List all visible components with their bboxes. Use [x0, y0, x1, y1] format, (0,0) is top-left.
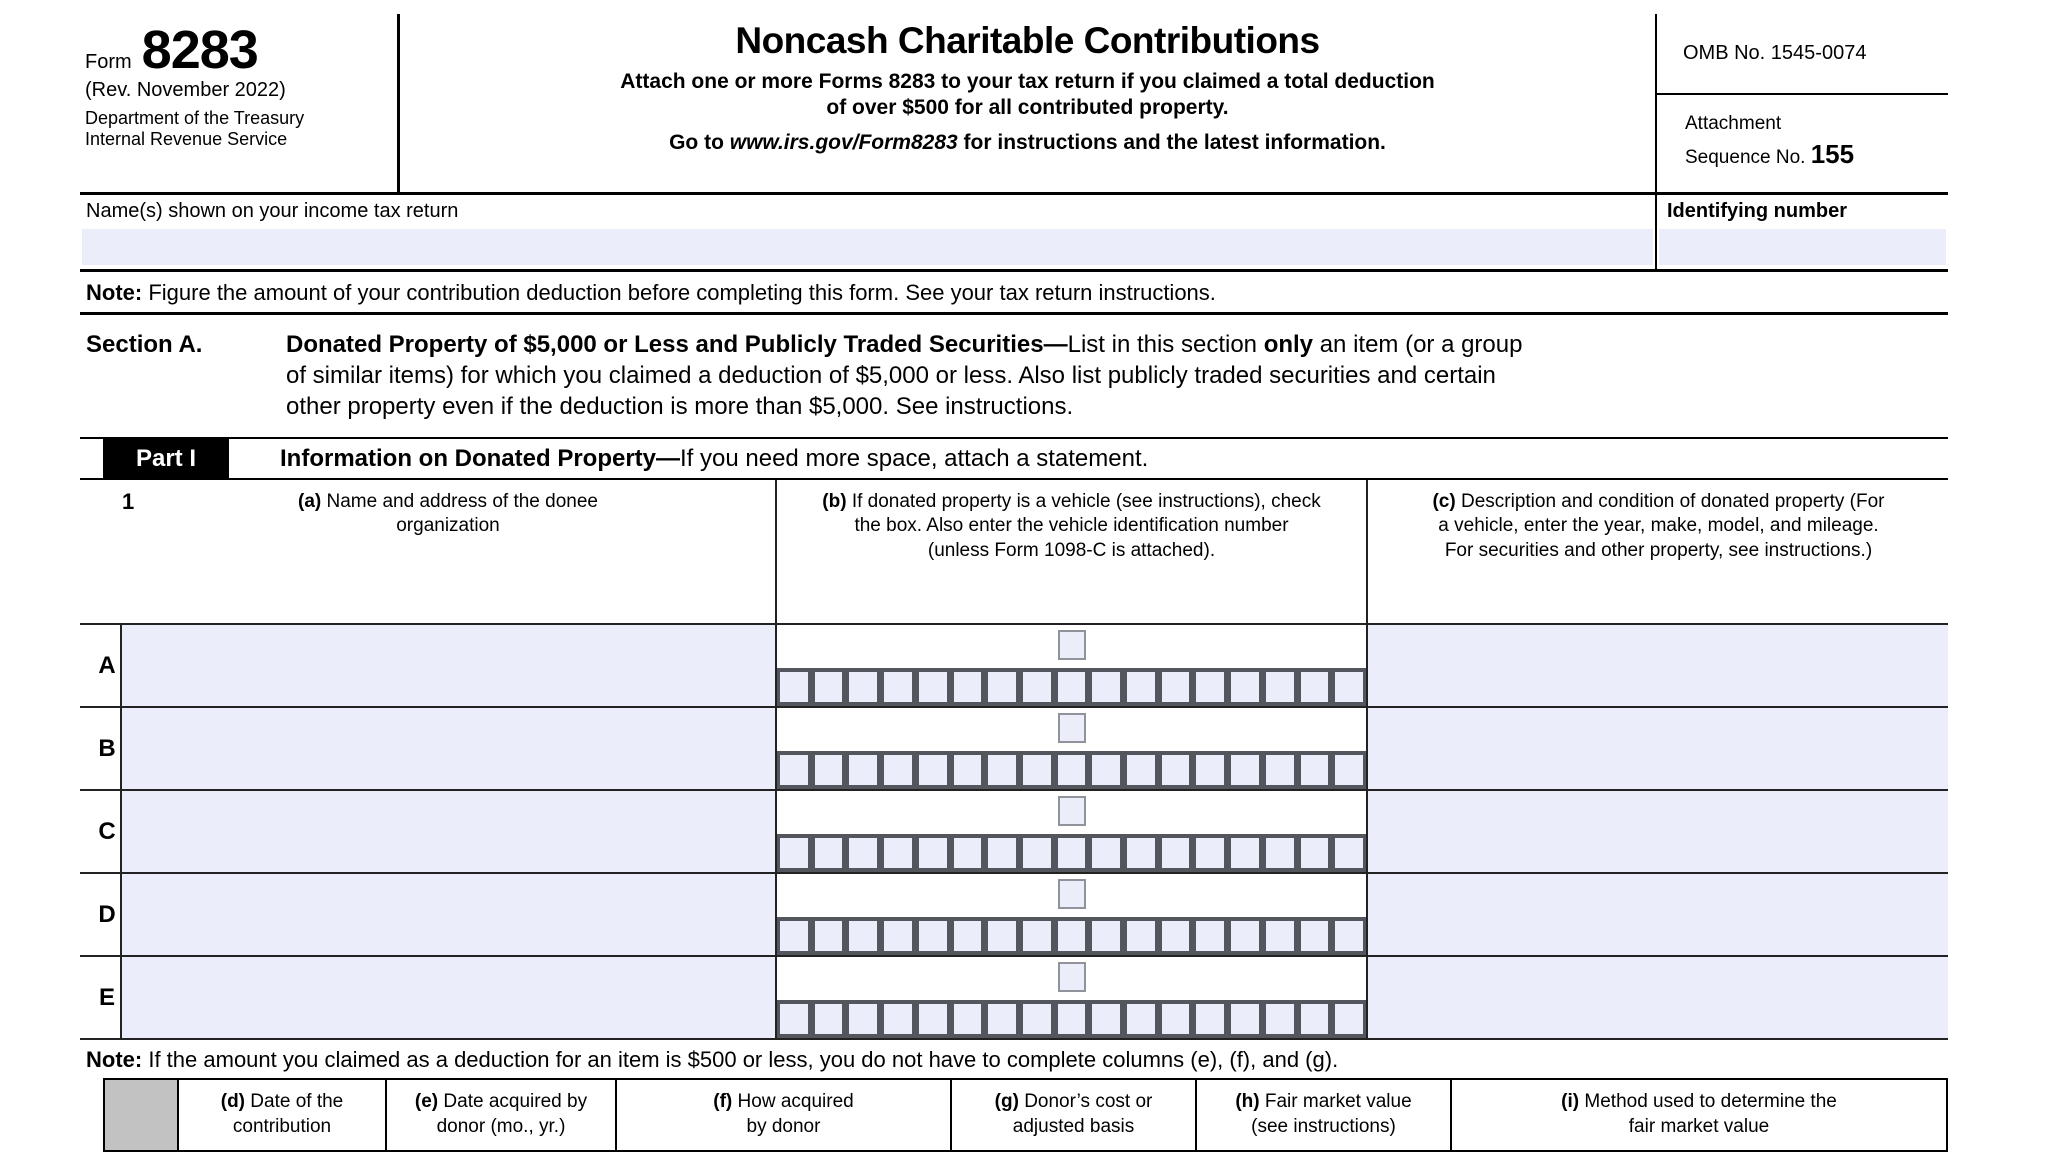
section-a-label: Section A.: [86, 331, 203, 358]
vin-char-box[interactable]: [1058, 1004, 1086, 1034]
col-i-header: (i) Method used to determine the fair market value: [1450, 1078, 1948, 1152]
property-description-field[interactable]: [1368, 791, 1948, 872]
vin-char-box[interactable]: [780, 755, 808, 785]
vin-char-box[interactable]: [1335, 921, 1363, 951]
form-title-block: [403, 14, 1652, 192]
subtitle-line1: Attach one or more Forms 8283 to your tax return if you claimed a total deduction: [620, 70, 1435, 93]
vin-char-box[interactable]: [1092, 755, 1120, 785]
vin-char-box[interactable]: [780, 1004, 808, 1034]
vehicle-info-cell: [775, 791, 1368, 872]
vin-char-box[interactable]: [1058, 672, 1086, 702]
vin-char-box[interactable]: [954, 755, 982, 785]
form-word: Form: [85, 51, 132, 73]
vin-char-box[interactable]: [1301, 921, 1329, 951]
form-8283: [80, 14, 1948, 1152]
property-row-c: [80, 791, 1948, 874]
vin-char-box[interactable]: [815, 672, 843, 702]
col-g-header: (g) Donor’s cost or adjusted basis: [950, 1078, 1195, 1152]
vin-char-box[interactable]: [954, 838, 982, 868]
vin-char-box[interactable]: [1196, 755, 1224, 785]
vin-char-box[interactable]: [988, 838, 1016, 868]
vin-char-box[interactable]: [1301, 1004, 1329, 1034]
vin-char-box[interactable]: [1092, 838, 1120, 868]
vin-char-box[interactable]: [954, 1004, 982, 1034]
vin-char-box[interactable]: [1058, 838, 1086, 868]
vin-char-box[interactable]: [919, 1004, 947, 1034]
vin-boxes: [777, 1000, 1366, 1038]
vin-char-box[interactable]: [1023, 755, 1051, 785]
property-row-e: [80, 957, 1948, 1040]
subtitle-line2: of over $500 for all contributed property.: [826, 96, 1229, 120]
vin-char-box[interactable]: [815, 838, 843, 868]
vin-char-box[interactable]: [1301, 838, 1329, 868]
property-row-d: [80, 874, 1948, 957]
property-description-field[interactable]: [1368, 957, 1948, 1038]
vin-boxes: [777, 668, 1366, 706]
section-a-text: Donated Property of $5,000 or Less and Publicly Traded Securities—List in this section only an item (or a group of similar items) for which you claimed a deduction of $5,000 or less. Also list publicly traded securities and certain other property even if the deduction is more than $5,000. See instructions.: [286, 331, 1523, 421]
part1-label: Part I: [103, 439, 229, 478]
form-id-block: [80, 14, 400, 192]
identifying-number-label: Identifying number: [1667, 200, 1847, 222]
vin-char-box[interactable]: [780, 838, 808, 868]
name-cell: [80, 195, 1655, 269]
vin-char-box[interactable]: [1127, 838, 1155, 868]
vin-char-box[interactable]: [849, 755, 877, 785]
vin-char-box[interactable]: [815, 1004, 843, 1034]
vin-char-box[interactable]: [1335, 1004, 1363, 1034]
goto-line: Go to www.irs.gov/Form8283 for instructions and the latest information.: [669, 130, 1386, 154]
vin-char-box[interactable]: [884, 672, 912, 702]
name-label: Name(s) shown on your income tax return: [86, 200, 459, 222]
vin-char-box[interactable]: [919, 921, 947, 951]
row-letter: C: [98, 817, 116, 845]
sequence-number: 155: [1810, 138, 1855, 169]
vin-char-box[interactable]: [1162, 672, 1190, 702]
vehicle-checkbox[interactable]: [1058, 630, 1086, 660]
property-row-a: [80, 625, 1948, 708]
vin-char-box[interactable]: [884, 921, 912, 951]
vehicle-checkbox[interactable]: [1058, 713, 1086, 743]
donee-name-address-field[interactable]: [120, 708, 775, 789]
vin-char-box[interactable]: [988, 755, 1016, 785]
vin-char-box[interactable]: [1196, 921, 1224, 951]
vin-char-box[interactable]: [1092, 1004, 1120, 1034]
vin-char-box[interactable]: [884, 755, 912, 785]
col-c-header: (c) Description and condition of donated property (For a vehicle, enter the year, make, model, and mileage. For securities and other property, see instructions.): [1432, 491, 1885, 561]
vin-char-box[interactable]: [1266, 672, 1294, 702]
row-letter: B: [98, 734, 116, 762]
property-description-field[interactable]: [1368, 708, 1948, 789]
vin-char-box[interactable]: [1196, 838, 1224, 868]
vin-char-box[interactable]: [884, 838, 912, 868]
vin-char-box[interactable]: [1266, 838, 1294, 868]
bottom-note: Note: If the amount you claimed as a deduction for an item is $500 or less, you do not have to complete columns (e), (f), and (g).: [86, 1047, 1339, 1072]
vin-char-box[interactable]: [815, 921, 843, 951]
vin-char-box[interactable]: [1335, 838, 1363, 868]
attachment-sequence: Attachment Sequence No. 155: [1685, 113, 1855, 169]
donee-name-address-field[interactable]: [120, 625, 775, 706]
omb-block: [1655, 14, 1948, 192]
vin-char-box[interactable]: [1023, 838, 1051, 868]
vin-char-box[interactable]: [1335, 755, 1363, 785]
vin-char-box[interactable]: [1092, 921, 1120, 951]
part1-title: Information on Donated Property— If you need more space, attach a statement.: [280, 444, 1149, 472]
vin-char-box[interactable]: [1162, 1004, 1190, 1034]
vin-char-box[interactable]: [849, 838, 877, 868]
vin-char-box[interactable]: [1266, 755, 1294, 785]
vin-char-box[interactable]: [954, 921, 982, 951]
top-note: Note: Figure the amount of your contribution deduction before completing this form. See your tax return instructions.: [80, 272, 1948, 315]
detail-spacer: [80, 1078, 103, 1152]
vin-char-box[interactable]: [988, 672, 1016, 702]
vin-char-box[interactable]: [849, 672, 877, 702]
omb-number: OMB No. 1545-0074: [1657, 14, 1948, 95]
vin-char-box[interactable]: [919, 755, 947, 785]
col-h-header: (h) Fair market value (see instructions): [1195, 1078, 1450, 1152]
col-e-header: (e) Date acquired by donor (mo., yr.): [385, 1078, 615, 1152]
identity-row: [80, 195, 1948, 272]
vin-char-box[interactable]: [1127, 1004, 1155, 1034]
identifying-number-input[interactable]: [1659, 229, 1946, 265]
property-description-field[interactable]: [1368, 625, 1948, 706]
vin-char-box[interactable]: [884, 1004, 912, 1034]
vehicle-info-cell: [775, 957, 1368, 1038]
vin-char-box[interactable]: [1231, 672, 1259, 702]
vin-char-box[interactable]: [1231, 921, 1259, 951]
vin-char-box[interactable]: [849, 1004, 877, 1034]
col-d-header: (d) Date of the contribution: [177, 1078, 385, 1152]
vehicle-info-cell: [775, 708, 1368, 789]
vin-char-box[interactable]: [1231, 1004, 1259, 1034]
part1-table-header: [80, 480, 1948, 625]
col-a-header: (a) Name and address of the donee organization: [298, 491, 598, 537]
vehicle-checkbox[interactable]: [1058, 796, 1086, 826]
vin-char-box[interactable]: [1266, 1004, 1294, 1034]
vin-char-box[interactable]: [1058, 755, 1086, 785]
vin-char-box[interactable]: [1266, 921, 1294, 951]
vin-char-box[interactable]: [1127, 755, 1155, 785]
detail-columns-header: [80, 1078, 1948, 1152]
vin-char-box[interactable]: [1231, 838, 1259, 868]
vin-char-box[interactable]: [1058, 921, 1086, 951]
vin-char-box[interactable]: [1231, 755, 1259, 785]
donee-name-address-field[interactable]: [120, 874, 775, 955]
vin-char-box[interactable]: [1162, 921, 1190, 951]
vin-char-box[interactable]: [1162, 755, 1190, 785]
vin-char-box[interactable]: [1092, 672, 1120, 702]
col-f-header: (f) How acquired by donor: [615, 1078, 950, 1152]
vin-boxes: [777, 751, 1366, 789]
vin-char-box[interactable]: [1301, 755, 1329, 785]
vin-char-box[interactable]: [1127, 921, 1155, 951]
vin-boxes: [777, 834, 1366, 872]
irs-url-link[interactable]: www.irs.gov/Form8283: [729, 130, 958, 154]
vehicle-info-cell: [775, 874, 1368, 955]
form-number: 8283: [141, 20, 258, 80]
form-header: [80, 14, 1948, 195]
vin-char-box[interactable]: [1335, 672, 1363, 702]
identifying-number-cell: [1655, 195, 1948, 269]
section-a-heading: [80, 315, 1948, 437]
donee-name-address-field[interactable]: [120, 957, 775, 1038]
part1-bar: [80, 437, 1948, 480]
form-revision: (Rev. November 2022): [85, 78, 286, 101]
vin-char-box[interactable]: [988, 1004, 1016, 1034]
vin-char-box[interactable]: [780, 921, 808, 951]
col-b-header: (b) If donated property is a vehicle (see instructions), check the box. Also enter the vehicle identification number (unless Form 1098-C is attached).: [775, 480, 1368, 623]
vin-char-box[interactable]: [849, 921, 877, 951]
name-input[interactable]: [82, 229, 1653, 265]
row-letter: A: [98, 651, 116, 679]
vin-char-box[interactable]: [1023, 1004, 1051, 1034]
vin-char-box[interactable]: [1162, 838, 1190, 868]
vin-char-box[interactable]: [1127, 672, 1155, 702]
agency-line2: Internal Revenue Service: [85, 129, 288, 150]
vin-char-box[interactable]: [988, 921, 1016, 951]
vin-char-box[interactable]: [1023, 921, 1051, 951]
vin-char-box[interactable]: [780, 672, 808, 702]
vin-char-box[interactable]: [1196, 672, 1224, 702]
line-number: 1: [122, 489, 135, 514]
agency-line1: Department of the Treasury: [85, 107, 305, 128]
vehicle-checkbox[interactable]: [1058, 962, 1086, 992]
detail-gray-cell: [103, 1078, 177, 1152]
property-description-field[interactable]: [1368, 874, 1948, 955]
vin-char-box[interactable]: [919, 838, 947, 868]
vin-char-box[interactable]: [815, 755, 843, 785]
form-title: Noncash Charitable Contributions: [735, 20, 1320, 61]
vin-char-box[interactable]: [1196, 1004, 1224, 1034]
vin-char-box[interactable]: [1023, 672, 1051, 702]
vin-boxes: [777, 917, 1366, 955]
row-letter: D: [98, 900, 116, 928]
vehicle-checkbox[interactable]: [1058, 879, 1086, 909]
vin-char-box[interactable]: [1301, 672, 1329, 702]
vin-char-box[interactable]: [954, 672, 982, 702]
donee-name-address-field[interactable]: [120, 791, 775, 872]
vehicle-info-cell: [775, 625, 1368, 706]
vin-char-box[interactable]: [919, 672, 947, 702]
property-row-b: [80, 708, 1948, 791]
row-letter: E: [98, 983, 115, 1011]
